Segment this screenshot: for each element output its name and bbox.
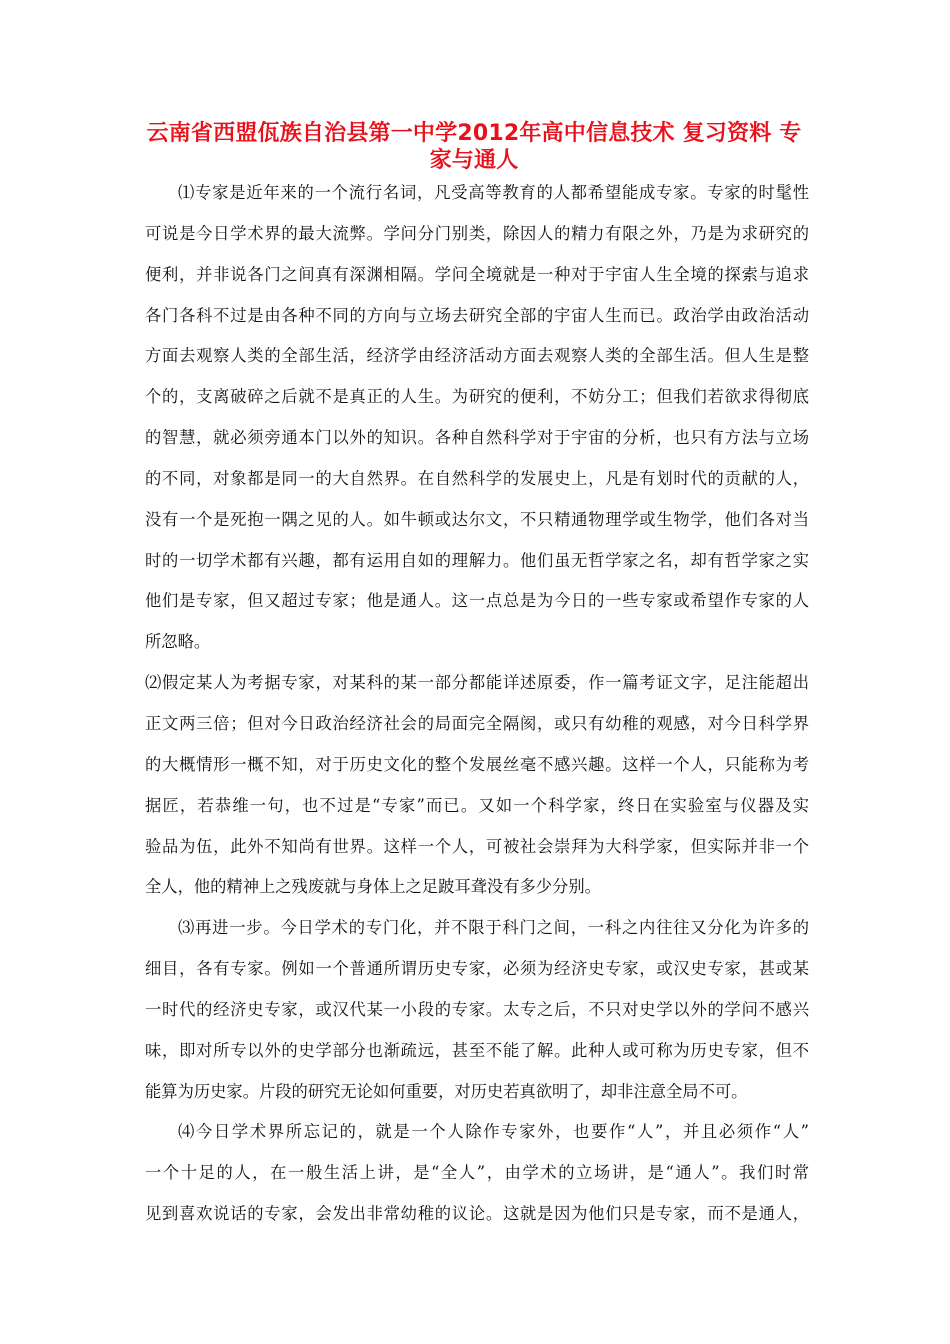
- text-line: 可说是今日学术界的最大流弊。学问分门别类，除因人的精力有限之外，乃是为求研究的: [145, 223, 809, 243]
- text-line: 方面去观察人类的全部生活，经济学由经济活动方面去观察人类的全部生活。但人生是整: [145, 346, 809, 366]
- title-line: 家与通人: [429, 148, 519, 173]
- text-line: 能算为历史家。片段的研究无论如何重要，对历史若真欲明了，却非注意全局不可。: [145, 1081, 748, 1101]
- text-line: 他们是专家，但又超过专家；他是通人。这一点总是为今日的一些专家或希望作专家的人: [145, 591, 809, 611]
- text-line: 各门各科不过是由各种不同的方向与立场去研究全部的宇宙人生而已。政治学由政治活动: [145, 305, 809, 325]
- text-line: 见到喜欢说话的专家，会发出非常幼稚的议论。这就是因为他们只是专家，而不是通人，: [145, 1204, 809, 1224]
- text-line: 全人，他的精神上之残废就与身体上之足跛耳聋没有多少分别。: [145, 877, 601, 897]
- paragraph-2: [145, 663, 809, 908]
- text-line: 一个十足的人，在一般生活上讲，是“全人”，由学术的立场讲，是“通人”。我们时常: [145, 1163, 809, 1183]
- document-title: [120, 120, 828, 174]
- text-line: 验品为伍，此外不知尚有世界。这样一个人，可被社会崇拜为大科学家，但实际并非一个: [145, 836, 809, 856]
- text-line: ⑶再进一步。今日学术的专门化，并不限于科门之间，一科之内往往又分化为许多的: [178, 918, 809, 938]
- text-line: ⑵假定某人为考据专家，对某科的某一部分都能详述原委，作一篇考证文字，足注能超出: [145, 673, 809, 693]
- text-line: 据匠，若恭维一句，也不过是“专家”而已。又如一个科学家，终日在实验室与仪器及实: [145, 795, 809, 815]
- text-line: 时的一切学术都有兴趣，都有运用自如的理解力。他们虽无哲学家之名，却有哲学家之实: [145, 550, 809, 570]
- text-line: 味，即对所专以外的史学部分也渐疏远，甚至不能了解。此种人或可称为历史专家，但不: [145, 1040, 809, 1060]
- text-line: 没有一个是死抱一隅之见的人。如牛顿或达尔文，不只精通物理学或生物学，他们各对当: [145, 509, 809, 529]
- paragraph-3: [145, 908, 809, 1112]
- text-line: 便利，并非说各门之间真有深渊相隔。学问全境就是一种对于宇宙人生全境的探索与追求: [145, 264, 809, 284]
- text-line: 的不同，对象都是同一的大自然界。在自然科学的发展史上，凡是有划时代的贡献的人，: [145, 468, 809, 488]
- text-line: 一时代的经济史专家，或汉代某一小段的专家。太专之后，不只对史学以外的学问不感兴: [145, 999, 809, 1019]
- paragraph-1: [145, 173, 809, 663]
- paragraph-4: [145, 1112, 809, 1235]
- text-line: 的智慧，就必须旁通本门以外的知识。各种自然科学对于宇宙的分析，也只有方法与立场: [145, 428, 809, 448]
- document-body: [145, 173, 809, 1235]
- text-line: 所忽略。: [145, 632, 211, 652]
- text-line: ⑴专家是近年来的一个流行名词，凡受高等教育的人都希望能成专家。专家的时髦性: [178, 183, 809, 202]
- text-line: 正文两三倍；但对今日政治经济社会的局面完全隔阂，或只有幼稚的观感，对今日科学界: [145, 713, 809, 733]
- text-line: 的大概情形一概不知，对于历史文化的整个发展丝毫不感兴趣。这样一个人，只能称为考: [145, 754, 809, 774]
- text-line: 细目，各有专家。例如一个普通所谓历史专家，必须为经济史专家，或汉史专家，甚或某: [145, 959, 809, 979]
- title-line: 云南省西盟佤族自治县第一中学2012年高中信息技术 复习资料 专: [146, 121, 802, 146]
- text-line: ⑷今日学术界所忘记的，就是一个人除作专家外，也要作“人”，并且必须作“人”: [178, 1122, 809, 1142]
- text-line: 个的，支离破碎之后就不是真正的人生。为研究的便利，不妨分工；但我们若欲求得彻底: [145, 387, 809, 407]
